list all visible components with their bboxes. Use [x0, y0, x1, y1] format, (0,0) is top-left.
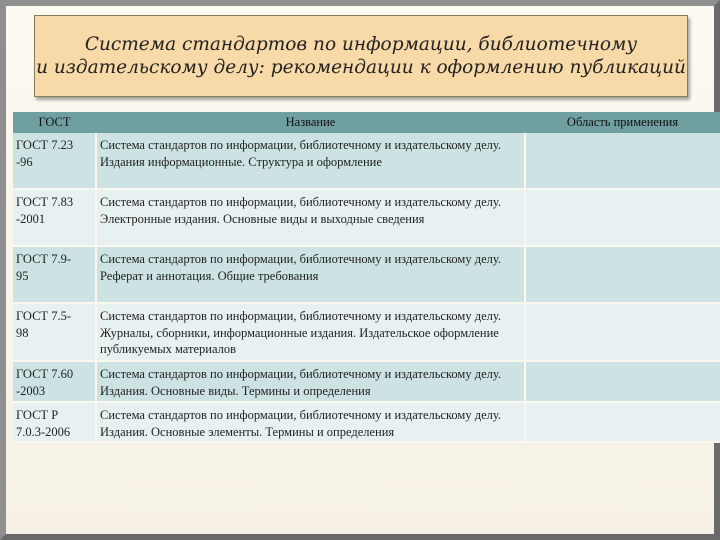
- standards-table: [13, 112, 720, 443]
- name-cell: Система стандартов по информации, библиотечному и издательскому делу. Реферат и аннотация. Общие требования: [96, 246, 525, 303]
- gost-year: 7.0.3-2006: [16, 424, 71, 439]
- gost-number: ГОСТ 7.9-: [16, 252, 71, 266]
- table-row: [13, 303, 720, 361]
- name-cell: Система стандартов по информации, библиотечному и издательскому делу. Журналы, сборники, информационные издания. Издательское оформление публикуемых материалов: [96, 303, 525, 361]
- title-box: [34, 15, 688, 97]
- gost-number: ГОСТ 7.23: [16, 138, 74, 152]
- gost-cell: [13, 133, 96, 189]
- table-header-row: [13, 112, 720, 133]
- area-cell: [525, 246, 720, 303]
- table-row: [13, 246, 720, 303]
- area-cell: [525, 133, 720, 189]
- table-row: [13, 402, 720, 442]
- table-row: [13, 361, 720, 402]
- table-row: [13, 189, 720, 246]
- gost-cell: [13, 246, 96, 303]
- name-cell: Система стандартов по информации, библиотечному и издательскому делу. Издания. Основные виды. Термины и определения: [96, 361, 525, 402]
- title-line-1: Система стандартов по информации, библиотечному: [84, 34, 638, 55]
- gost-cell: [13, 303, 96, 361]
- gost-cell: [13, 361, 96, 402]
- name-cell: Система стандартов по информации, библиотечному и издательскому делу. Электронные издания. Основные виды и выходные сведения: [96, 189, 525, 246]
- gost-year: 95: [16, 268, 29, 283]
- gost-year: 98: [16, 325, 29, 340]
- gost-cell: [13, 189, 96, 246]
- slide-title: [36, 33, 686, 79]
- gost-number: ГОСТ 7.60: [16, 367, 74, 381]
- gost-cell: [13, 402, 96, 442]
- title-line-2: и издательскому делу: рекомендации к оформлению публикаций: [36, 57, 686, 78]
- header-area: Область применения: [525, 112, 720, 133]
- gost-year: -2003: [16, 383, 46, 398]
- gost-number: ГОСТ 7.83: [16, 195, 74, 209]
- area-cell: [525, 402, 720, 442]
- table-row: [13, 133, 720, 189]
- gost-year: -96: [16, 154, 33, 169]
- gost-year: -2001: [16, 211, 46, 226]
- header-name: Название: [96, 112, 525, 133]
- area-cell: [525, 361, 720, 402]
- area-cell: [525, 303, 720, 361]
- gost-number: ГОСТ Р: [16, 408, 59, 422]
- name-cell: Система стандартов по информации, библиотечному и издательскому делу. Издания. Основные элементы. Термины и определения: [96, 402, 525, 442]
- gost-number: ГОСТ 7.5-: [16, 309, 71, 323]
- name-cell: Система стандартов по информации, библиотечному и издательскому делу. Издания информационные. Структура и оформление: [96, 133, 525, 189]
- area-cell: [525, 189, 720, 246]
- header-gost: ГОСТ: [13, 112, 96, 133]
